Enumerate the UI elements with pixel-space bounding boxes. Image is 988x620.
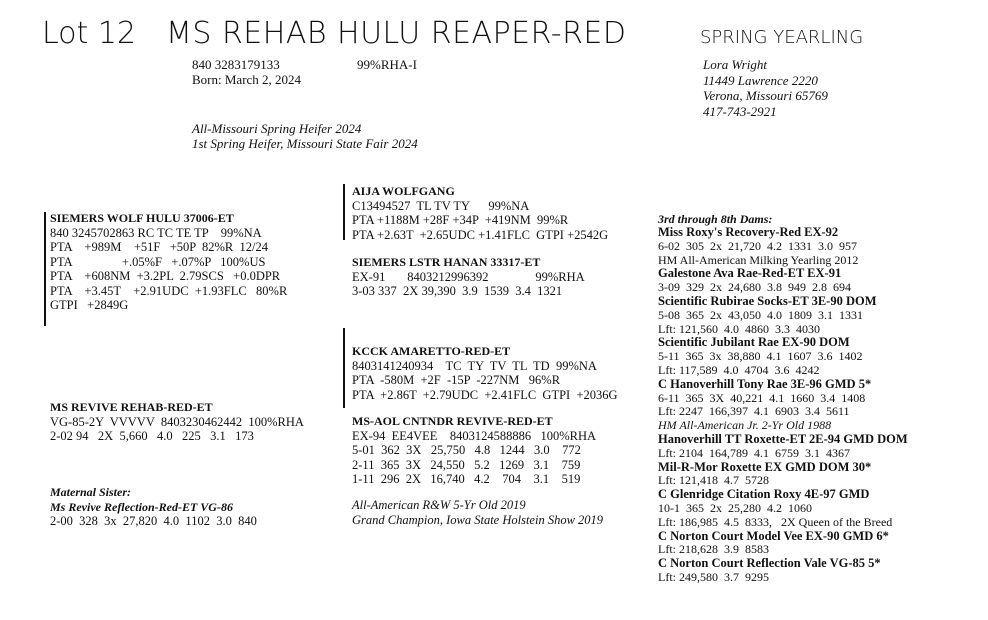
dam-dam-honor: Grand Champion, Iowa State Holstein Show 2019 bbox=[352, 512, 604, 527]
dam-sire-line: 8403141240934 TC TY TV TL TD 99%NA bbox=[352, 358, 597, 373]
dam-entry bbox=[658, 295, 983, 336]
dam-entry-record: Lft: 2104 164,789 4.1 6759 3.1 4367 bbox=[658, 445, 850, 460]
dam-entry bbox=[658, 530, 983, 558]
dam-dam-honors bbox=[352, 498, 603, 527]
dam-entry bbox=[658, 557, 983, 585]
dam-dam-name: MS-AOL CNTNDR REVIVE-RED-ET bbox=[352, 414, 553, 428]
sire-bracket-line bbox=[44, 212, 46, 326]
dam-entry-record: 6-11 365 3X 40,221 4.1 1660 3.4 1408 bbox=[658, 390, 866, 405]
sire-block bbox=[50, 211, 287, 313]
breed-percent: 99%RHA-I bbox=[357, 57, 417, 72]
dam-dam-block bbox=[352, 414, 596, 487]
dam-dam-honor: All-American R&W 5-Yr Old 2019 bbox=[352, 498, 526, 512]
dam-sire-line: PTA -580M +2F -15P -227NM 96%R bbox=[352, 373, 561, 387]
sire-sire-name: AIJA WOLFGANG bbox=[352, 184, 455, 198]
dam-block bbox=[50, 400, 304, 444]
dam-entry-record: Lft: 121,560 4.0 4860 3.3 4030 bbox=[658, 321, 820, 336]
dam-entry-record: Lft: 186,985 4.5 8333, 2X Queen of the Breed bbox=[658, 514, 893, 529]
consigner-city: Verona, Missouri 65769 bbox=[703, 88, 828, 103]
dam-entry-name: Galestone Ava Rae-Red-ET EX-91 bbox=[658, 266, 842, 281]
consigner-name: Lora Wright bbox=[703, 57, 767, 72]
dam-entry-name: Scientific Rubirae Socks-ET 3E-90 DOM bbox=[658, 293, 877, 308]
dam-entry bbox=[658, 488, 983, 529]
maternal-sister-record: 2-00 328 3x 27,820 4.0 1102 3.0 840 bbox=[50, 514, 257, 528]
dam-entry-record: 5-11 365 3x 38,880 4.1 1607 3.6 1402 bbox=[658, 349, 863, 364]
dam-entry-record: 6-02 305 2x 21,720 4.2 1331 3.0 957 bbox=[658, 238, 857, 253]
sire-line: PTA +608NM +3.2PL 2.79SCS +0.0DPR bbox=[50, 269, 281, 283]
dam-entry bbox=[658, 336, 983, 377]
maternal-sister-block bbox=[50, 485, 257, 529]
dam-entry bbox=[658, 226, 983, 267]
dam-entry-record: Lft: 121,418 4.7 5728 bbox=[658, 473, 769, 488]
consigner-address: 11449 Lawrence 2220 bbox=[703, 72, 818, 88]
dam-entry bbox=[658, 461, 983, 489]
dam-entry-record: 5-08 365 2x 43,050 4.0 1809 3.1 1331 bbox=[658, 307, 863, 322]
honors bbox=[192, 121, 418, 151]
dam-sire-bracket-line bbox=[343, 328, 345, 408]
dam-dam-line: 5-01 362 3X 25,750 4.8 1244 3.0 772 bbox=[352, 443, 581, 457]
lot-number: Lot 12 bbox=[42, 16, 137, 51]
dam-entry-name: Miss Roxy's Recovery-Red EX-92 bbox=[658, 225, 839, 239]
dam-entry-record: HM All-American Milking Yearling 2012 bbox=[658, 252, 859, 267]
dam-dam-line: 1-11 296 2X 16,740 4.2 704 3.1 519 bbox=[352, 472, 581, 486]
consigner-phone: 417-743-2921 bbox=[703, 103, 777, 119]
sire-sire-line: C13494527 TL TV TY 99%NA bbox=[352, 198, 530, 213]
extended-dams-column bbox=[658, 212, 983, 585]
sire-line: PTA +989M +51F +50P 82%R 12/24 bbox=[50, 240, 268, 254]
consigner-block bbox=[703, 57, 828, 119]
sire-line: GTPI +2849G bbox=[50, 298, 129, 312]
maternal-sister-heading: Maternal Sister: bbox=[50, 485, 132, 499]
sire-line: PTA +3.45T +2.91UDC +1.93FLC 80%R bbox=[50, 283, 288, 298]
honor-line: 1st Spring Heifer, Missouri State Fair 2024 bbox=[192, 136, 418, 151]
sire-sire-line: PTA +1188M +28F +34P +419NM 99%R bbox=[352, 213, 569, 227]
dam-entry-record: 10-1 365 2x 25,280 4.2 1060 bbox=[658, 500, 812, 515]
sire-dam-line: 3-03 337 2X 39,390 3.9 1539 3.4 1321 bbox=[352, 284, 563, 298]
honor-line: All-Missouri Spring Heifer 2024 bbox=[192, 121, 362, 136]
sire-line: 840 3245702863 RC TC TE TP 99%NA bbox=[50, 225, 262, 240]
sire-dam-line: EX-91 8403212996392 99%RHA bbox=[352, 269, 585, 284]
dam-entry-name: Hanoverhill TT Roxette-ET 2E-94 GMD DOM bbox=[658, 431, 908, 446]
sire-dam-name: SIEMERS LSTR HANAN 33317-ET bbox=[352, 255, 541, 269]
dam-sire-block bbox=[352, 344, 618, 402]
dam-sire-line: PTA +2.86T +2.79UDC +2.41FLC GTPI +2036G bbox=[352, 387, 618, 402]
dam-entry-name: Mil-R-Mor Roxette EX GMD DOM 30* bbox=[658, 459, 872, 474]
dam-sire-name: KCCK AMARETTO-RED-ET bbox=[352, 344, 511, 358]
animal-name: MS REHAB HULU REAPER-RED bbox=[166, 16, 627, 51]
sire-sire-block bbox=[352, 184, 608, 242]
category-label: SPRING YEARLING bbox=[700, 27, 864, 48]
maternal-sister-name: Ms Revive Reflection-Red-ET VG-86 bbox=[50, 499, 233, 514]
dam-name: MS REVIVE REHAB-RED-ET bbox=[50, 400, 213, 414]
registration-number: 840 3283179133 bbox=[192, 57, 280, 72]
sire-sire-bracket-line bbox=[343, 184, 345, 240]
dam-entry-name: Scientific Jubilant Rae EX-90 DOM bbox=[658, 335, 850, 350]
dam-entry bbox=[658, 433, 983, 461]
dam-dam-line: EX-94 EE4VEE 8403124588886 100%RHA bbox=[352, 428, 597, 443]
dam-entry-record: HM All-American Jr. 2-Yr Old 1988 bbox=[658, 418, 832, 433]
dam-line: VG-85-2Y VVVVV 8403230462442 100%RHA bbox=[50, 414, 304, 429]
dam-entry-record: 3-09 329 2x 24,680 3.8 949 2.8 694 bbox=[658, 280, 851, 295]
dam-entry-name: C Norton Court Reflection Vale VG-85 5* bbox=[658, 556, 881, 571]
sire-name: SIEMERS WOLF HULU 37006-ET bbox=[50, 211, 234, 225]
dam-entry bbox=[658, 267, 983, 295]
birth-date: Born: March 2, 2024 bbox=[192, 72, 302, 87]
dam-entry-record: Lft: 117,589 4.0 4704 3.6 4242 bbox=[658, 362, 820, 377]
dam-entry-name: C Hanoverhill Tony Rae 3E-96 GMD 5* bbox=[658, 376, 872, 391]
dam-entry-name: C Norton Court Model Vee EX-90 GMD 6* bbox=[658, 528, 889, 543]
dam-entry-record: Lft: 218,628 3.9 8583 bbox=[658, 542, 769, 557]
extended-dams-heading: 3rd through 8th Dams: bbox=[658, 212, 773, 226]
dam-line: 2-02 94 2X 5,660 4.0 225 3.1 173 bbox=[50, 429, 254, 443]
sire-dam-block bbox=[352, 255, 585, 299]
dam-dam-line: 2-11 365 3X 24,550 5.2 1269 3.1 759 bbox=[352, 457, 581, 472]
sire-sire-line: PTA +2.63T +2.65UDC +1.41FLC GTPI +2542G bbox=[352, 227, 609, 242]
extended-dams-list bbox=[658, 226, 983, 585]
dam-entry-record: Lft: 249,580 3.7 9295 bbox=[658, 569, 769, 584]
sire-line: PTA +.05%F +.07%P 100%US bbox=[50, 254, 266, 269]
dam-entry-name: C Glenridge Citation Roxy 4E-97 GMD bbox=[658, 487, 870, 502]
dam-entry-record: Lft: 2247 166,397 4.1 6903 3.4 5611 bbox=[658, 404, 850, 419]
dam-entry bbox=[658, 378, 983, 433]
